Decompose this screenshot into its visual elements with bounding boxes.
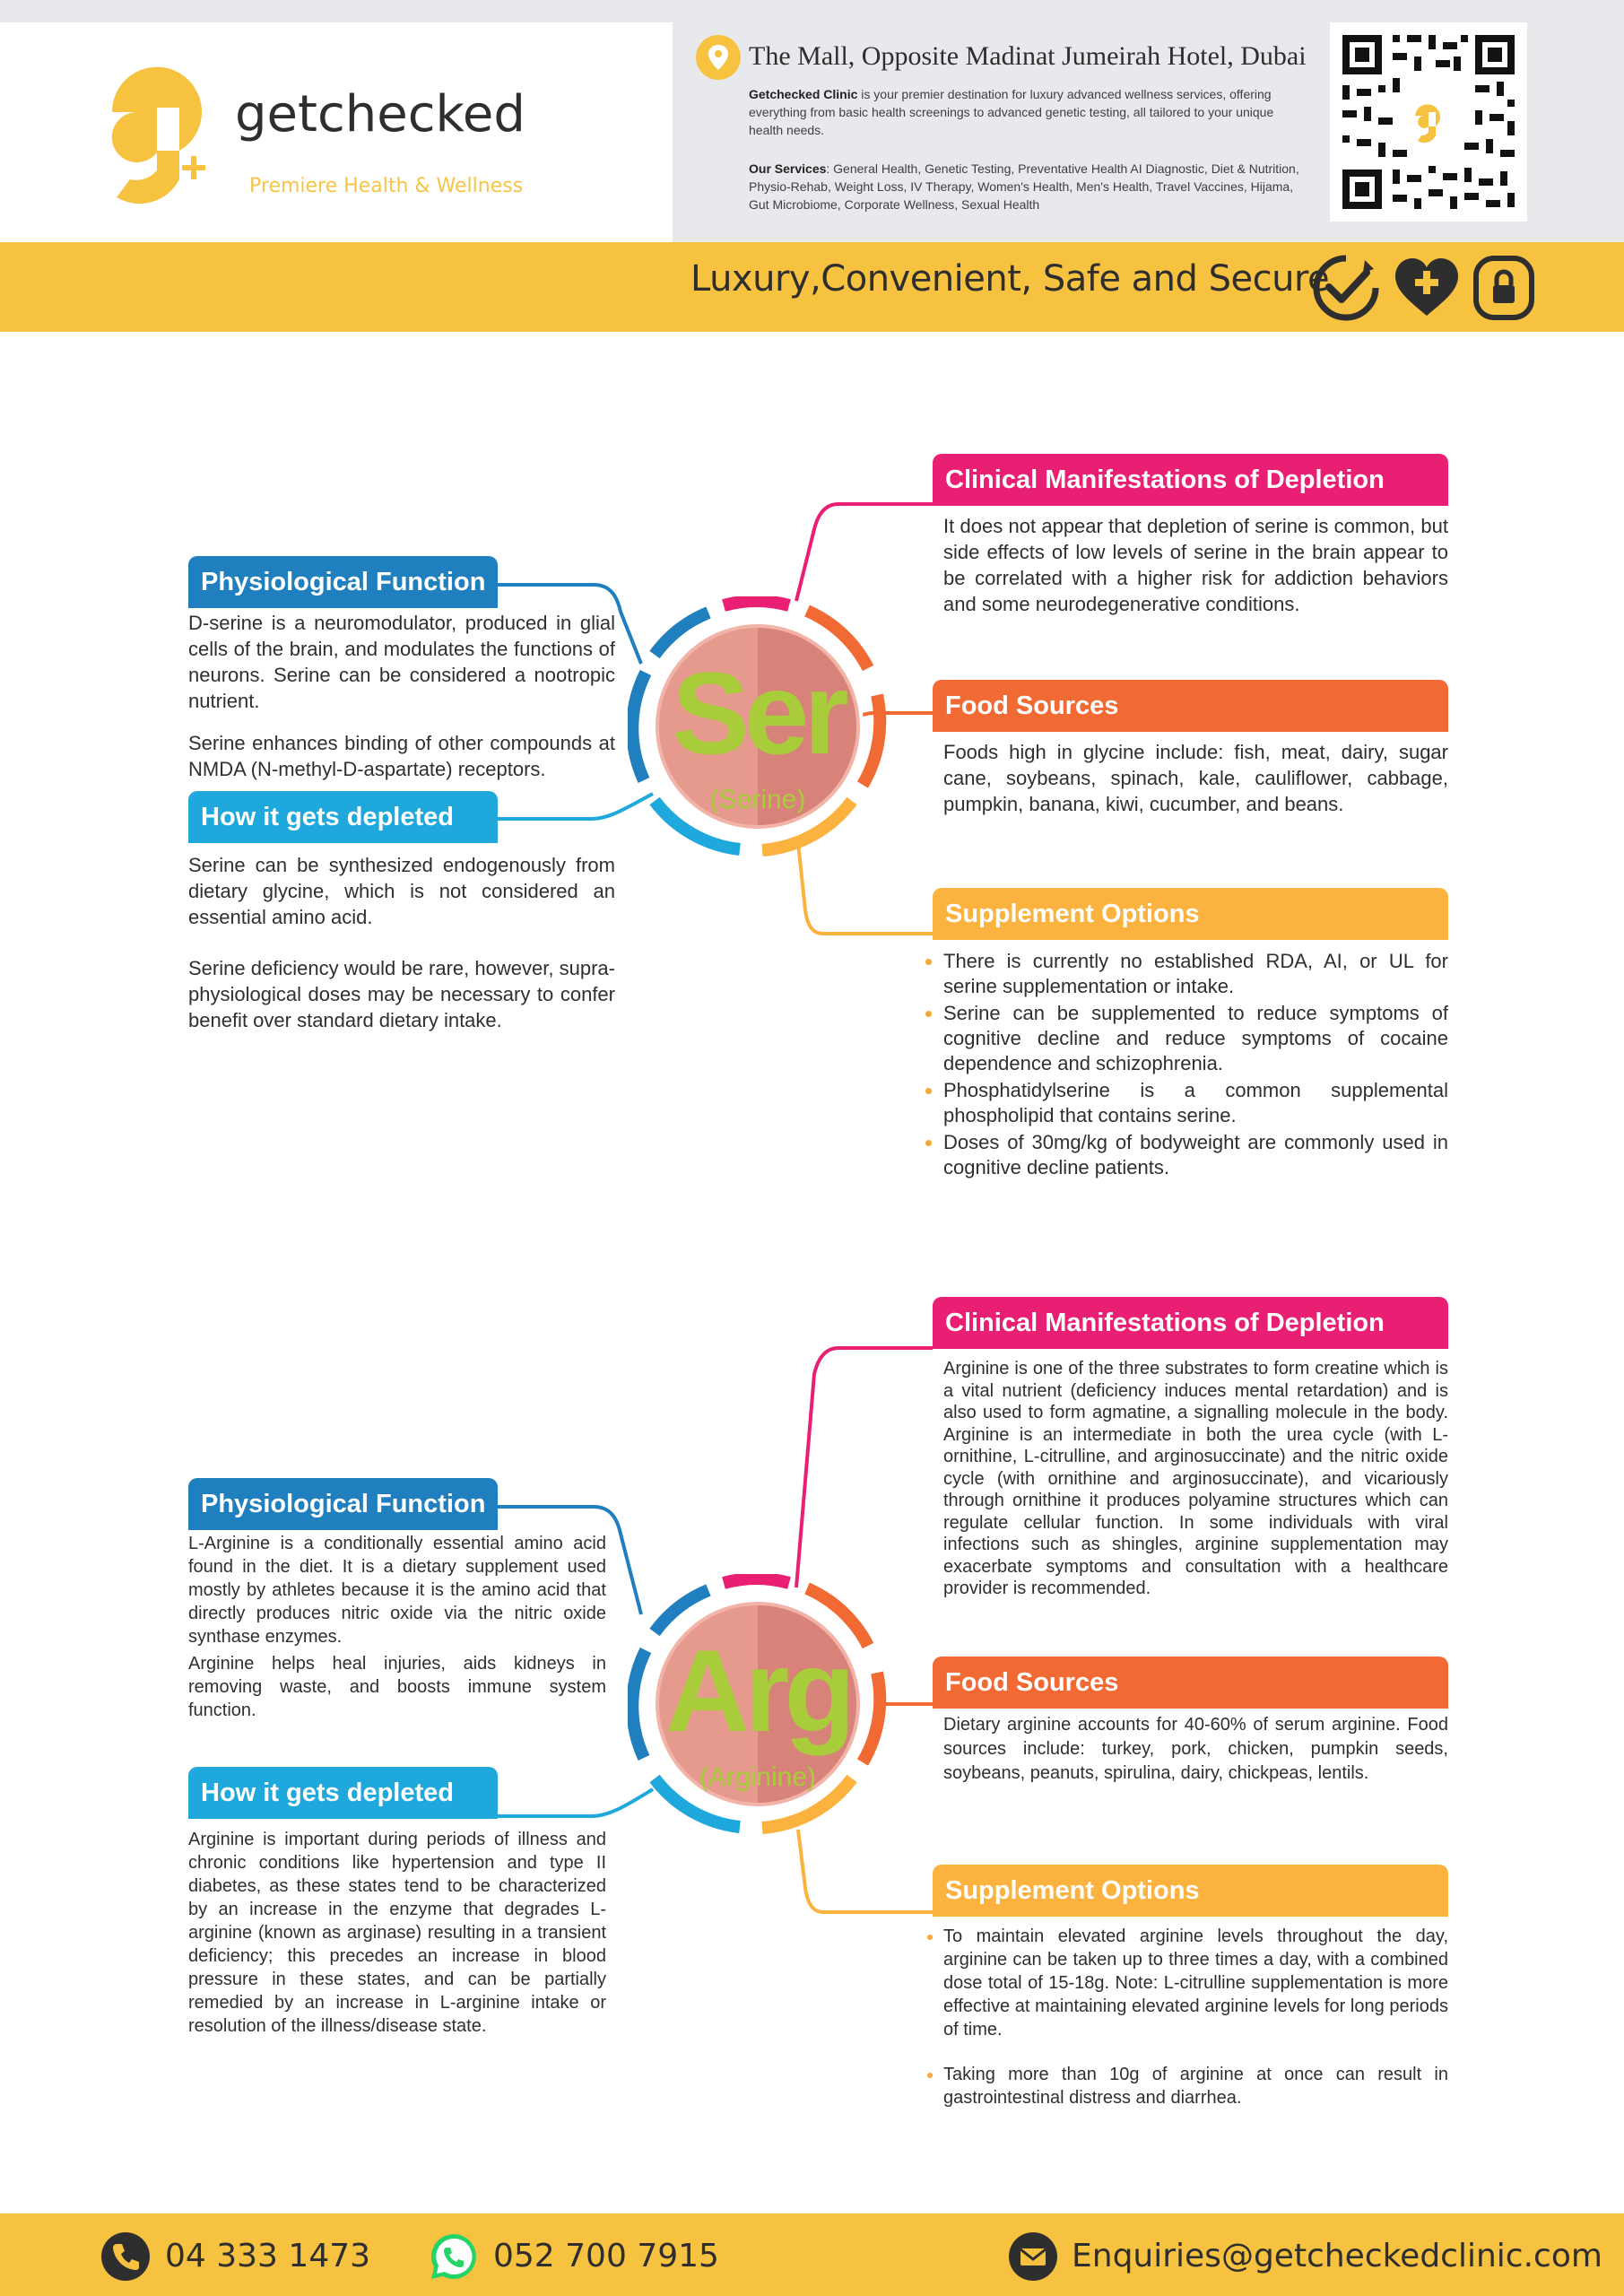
serine-hub <box>628 596 888 857</box>
footer-whatsapp[interactable]: 052 700 7915 <box>493 2238 719 2274</box>
serine-physio-p2: Serine enhances binding of other compounds at NMDA (N-methyl-D-aspartate) receptors. <box>188 732 615 780</box>
arginine-supp-list <box>920 1925 1448 2111</box>
serine-depleted-text <box>188 852 615 1049</box>
clinic-address: The Mall, Opposite Madinat Jumeirah Hotel, Dubai <box>749 41 1307 71</box>
services-text: : General Health, Genetic Testing, Preventative Health AI Diagnostic, Diet & Nutrition, Physio-Rehab, Weight Loss, IV Therapy, Women's Health, Men's Health, Travel Vaccines, Hijama, Gut Microbiome, Corporate Wellness, Sexual Health <box>749 161 1299 212</box>
serine-supp-item: • Serine can be supplemented to reduce symptoms of cognitive decline and reduce symptoms of cocaine dependence and schizophrenia. <box>943 1001 1448 1076</box>
serine-clinical-title: Clinical Manifestations of Depletion <box>933 454 1448 506</box>
serine-depleted-p2: Serine deficiency would be rare, however, supra-physiological doses may be necessary to confer benefit over standard dietary intake. <box>188 957 615 1031</box>
arginine-depleted-p1: Arginine is important during periods of illness and chronic conditions like hypertension and type II diabetes, as these states tend to be characterized by an increase in the enzyme that degrades L-arginine (known as arginase) resulting in a transient deficiency; this precedes an increase in blood pressure in these states, and can be partially remedied by an increase in L-arginine intake or resolution of the illness/disease state. <box>188 1830 606 2036</box>
arginine-physio-title: Physiological Function <box>188 1478 498 1530</box>
about-text: is your premier destination for luxury advanced wellness services, offering everything from basic health screenings to advanced genetic testing, all tailored to your unique health needs. <box>749 87 1274 137</box>
phone-icon[interactable] <box>100 2231 151 2282</box>
arginine-physio-p1: L-Arginine is a conditionally essential amino acid found in the diet. It is a dietary supplement used mostly by athletes because it is the amino acid that directly produces nitric oxide via the nitric oxide synthase enzymes. <box>188 1534 606 1647</box>
serine-depleted-p1: Serine can be synthesized endogenously from dietary glycine, which is not considered an essential amino acid. <box>188 854 615 928</box>
serine-supp-item: • Phosphatidylserine is a common supplemental phospholipid that contains serine. <box>943 1078 1448 1128</box>
serine-food-title: Food Sources <box>933 680 1448 732</box>
services-bold: Our Services <box>749 161 827 176</box>
location-pin-icon <box>695 34 742 81</box>
serine-physio-p1: D-serine is a neuromodulator, produced in glial cells of the brain, and modulates the functions of neurons. Serine can be considered a nootropic nutrient. <box>188 612 615 712</box>
serine-hub-name: (Serine) <box>709 785 806 814</box>
arginine-supp-item: • To maintain elevated arginine levels throughout the day, arginine can be taken up to three times a day, with a combined dose total of 15-18g. Note: L-citrulline supplementation is more effective at maintaining elevated arginine levels for long periods of time. <box>943 1925 1448 2041</box>
arginine-hub-symbol: Arg <box>665 1625 850 1756</box>
about-bold: Getchecked Clinic <box>749 87 858 101</box>
getchecked-logo-icon <box>94 45 220 224</box>
banner-slogan: Luxury,Convenient, Safe and Secure <box>690 258 1330 300</box>
arginine-clinical-title: Clinical Manifestations of Depletion <box>933 1297 1448 1349</box>
clinic-about <box>749 85 1305 139</box>
serine-food-text: Foods high in glycine include: fish, meat, dairy, sugar cane, soybeans, spinach, kale, cauliflower, cabbage, pumpkin, banana, kiwi, cucumber, and beans. <box>943 741 1448 815</box>
arginine-physio-p2: Arginine helps heal injuries, aids kidneys in removing waste, and boosts immune system function. <box>188 1654 606 1720</box>
arginine-food-title: Food Sources <box>933 1657 1448 1709</box>
top-strip <box>0 0 1624 22</box>
arginine-food-text: Dietary arginine accounts for 40-60% of serum arginine. Food sources include: turkey, pork, chicken, pumpkin seeds, soybeans, peanuts, spirulina, dairy, chickpeas, lentils. <box>943 1715 1448 1783</box>
clinic-services <box>749 160 1305 213</box>
qr-code-icon[interactable] <box>1330 22 1527 222</box>
arginine-physio-text <box>188 1532 606 1738</box>
footer-phone[interactable]: 04 333 1473 <box>165 2238 371 2274</box>
serine-physio-text <box>188 610 615 798</box>
arginine-depleted-title: How it gets depleted <box>188 1767 498 1819</box>
serine-supp-item: • Doses of 30mg/kg of bodyweight are commonly used in cognitive decline patients. <box>943 1130 1448 1180</box>
serine-clinical-text: It does not appear that depletion of serine is common, but side effects of low levels of serine in the brain appear to be correlated with a higher risk for addiction behaviors and some neurodegenerative conditions. <box>943 515 1448 615</box>
serine-supp-item: • There is currently no established RDA, AI, or UL for serine supplementation or intake. <box>943 949 1448 999</box>
lock-shield-icon <box>1469 253 1539 323</box>
heart-plus-icon <box>1392 253 1462 323</box>
arginine-hub-name: (Arginine) <box>699 1762 817 1792</box>
arginine-hub <box>628 1574 888 1834</box>
check-badge-icon <box>1311 253 1381 323</box>
email-icon[interactable] <box>1008 2231 1058 2282</box>
footer-email[interactable]: Enquiries@getcheckedclinic.com <box>1072 2238 1602 2274</box>
arginine-supp-title: Supplement Options <box>933 1865 1448 1917</box>
serine-physio-title: Physiological Function <box>188 556 498 608</box>
arginine-clinical-text: Arginine is one of the three substrates to form creatine which is a vital nutrient (deficiency induces mental retardation) and is also used to form agmatine, a signalling molecule in the body. Arginine is an intermediate in both the urea cycle (with L-ornithine, L-citrulline, and arginosuccinate) and the nitric oxide cycle (with ornithine and arginosuccinate), and vicariously through ornithine it produces polyamine structures which can regulate cellular function. In some individuals with viral infections such as shingles, arginine supplementation may exacerbate symptoms and consultation with a healthcare provider is recommended. <box>943 1359 1448 1598</box>
arginine-supp-item: • Taking more than 10g of arginine at once can result in gastrointestinal distress and diarrhea. <box>943 2063 1448 2109</box>
serine-supp-title: Supplement Options <box>933 888 1448 940</box>
brand-tagline: Premiere Health & Wellness <box>249 175 524 197</box>
serine-depleted-title: How it gets depleted <box>188 791 498 843</box>
serine-hub-symbol: Ser <box>672 648 844 778</box>
whatsapp-icon[interactable] <box>429 2231 479 2282</box>
serine-supp-list <box>920 949 1448 1182</box>
arginine-depleted-text <box>188 1828 606 2054</box>
brand-name: getchecked <box>235 85 525 144</box>
